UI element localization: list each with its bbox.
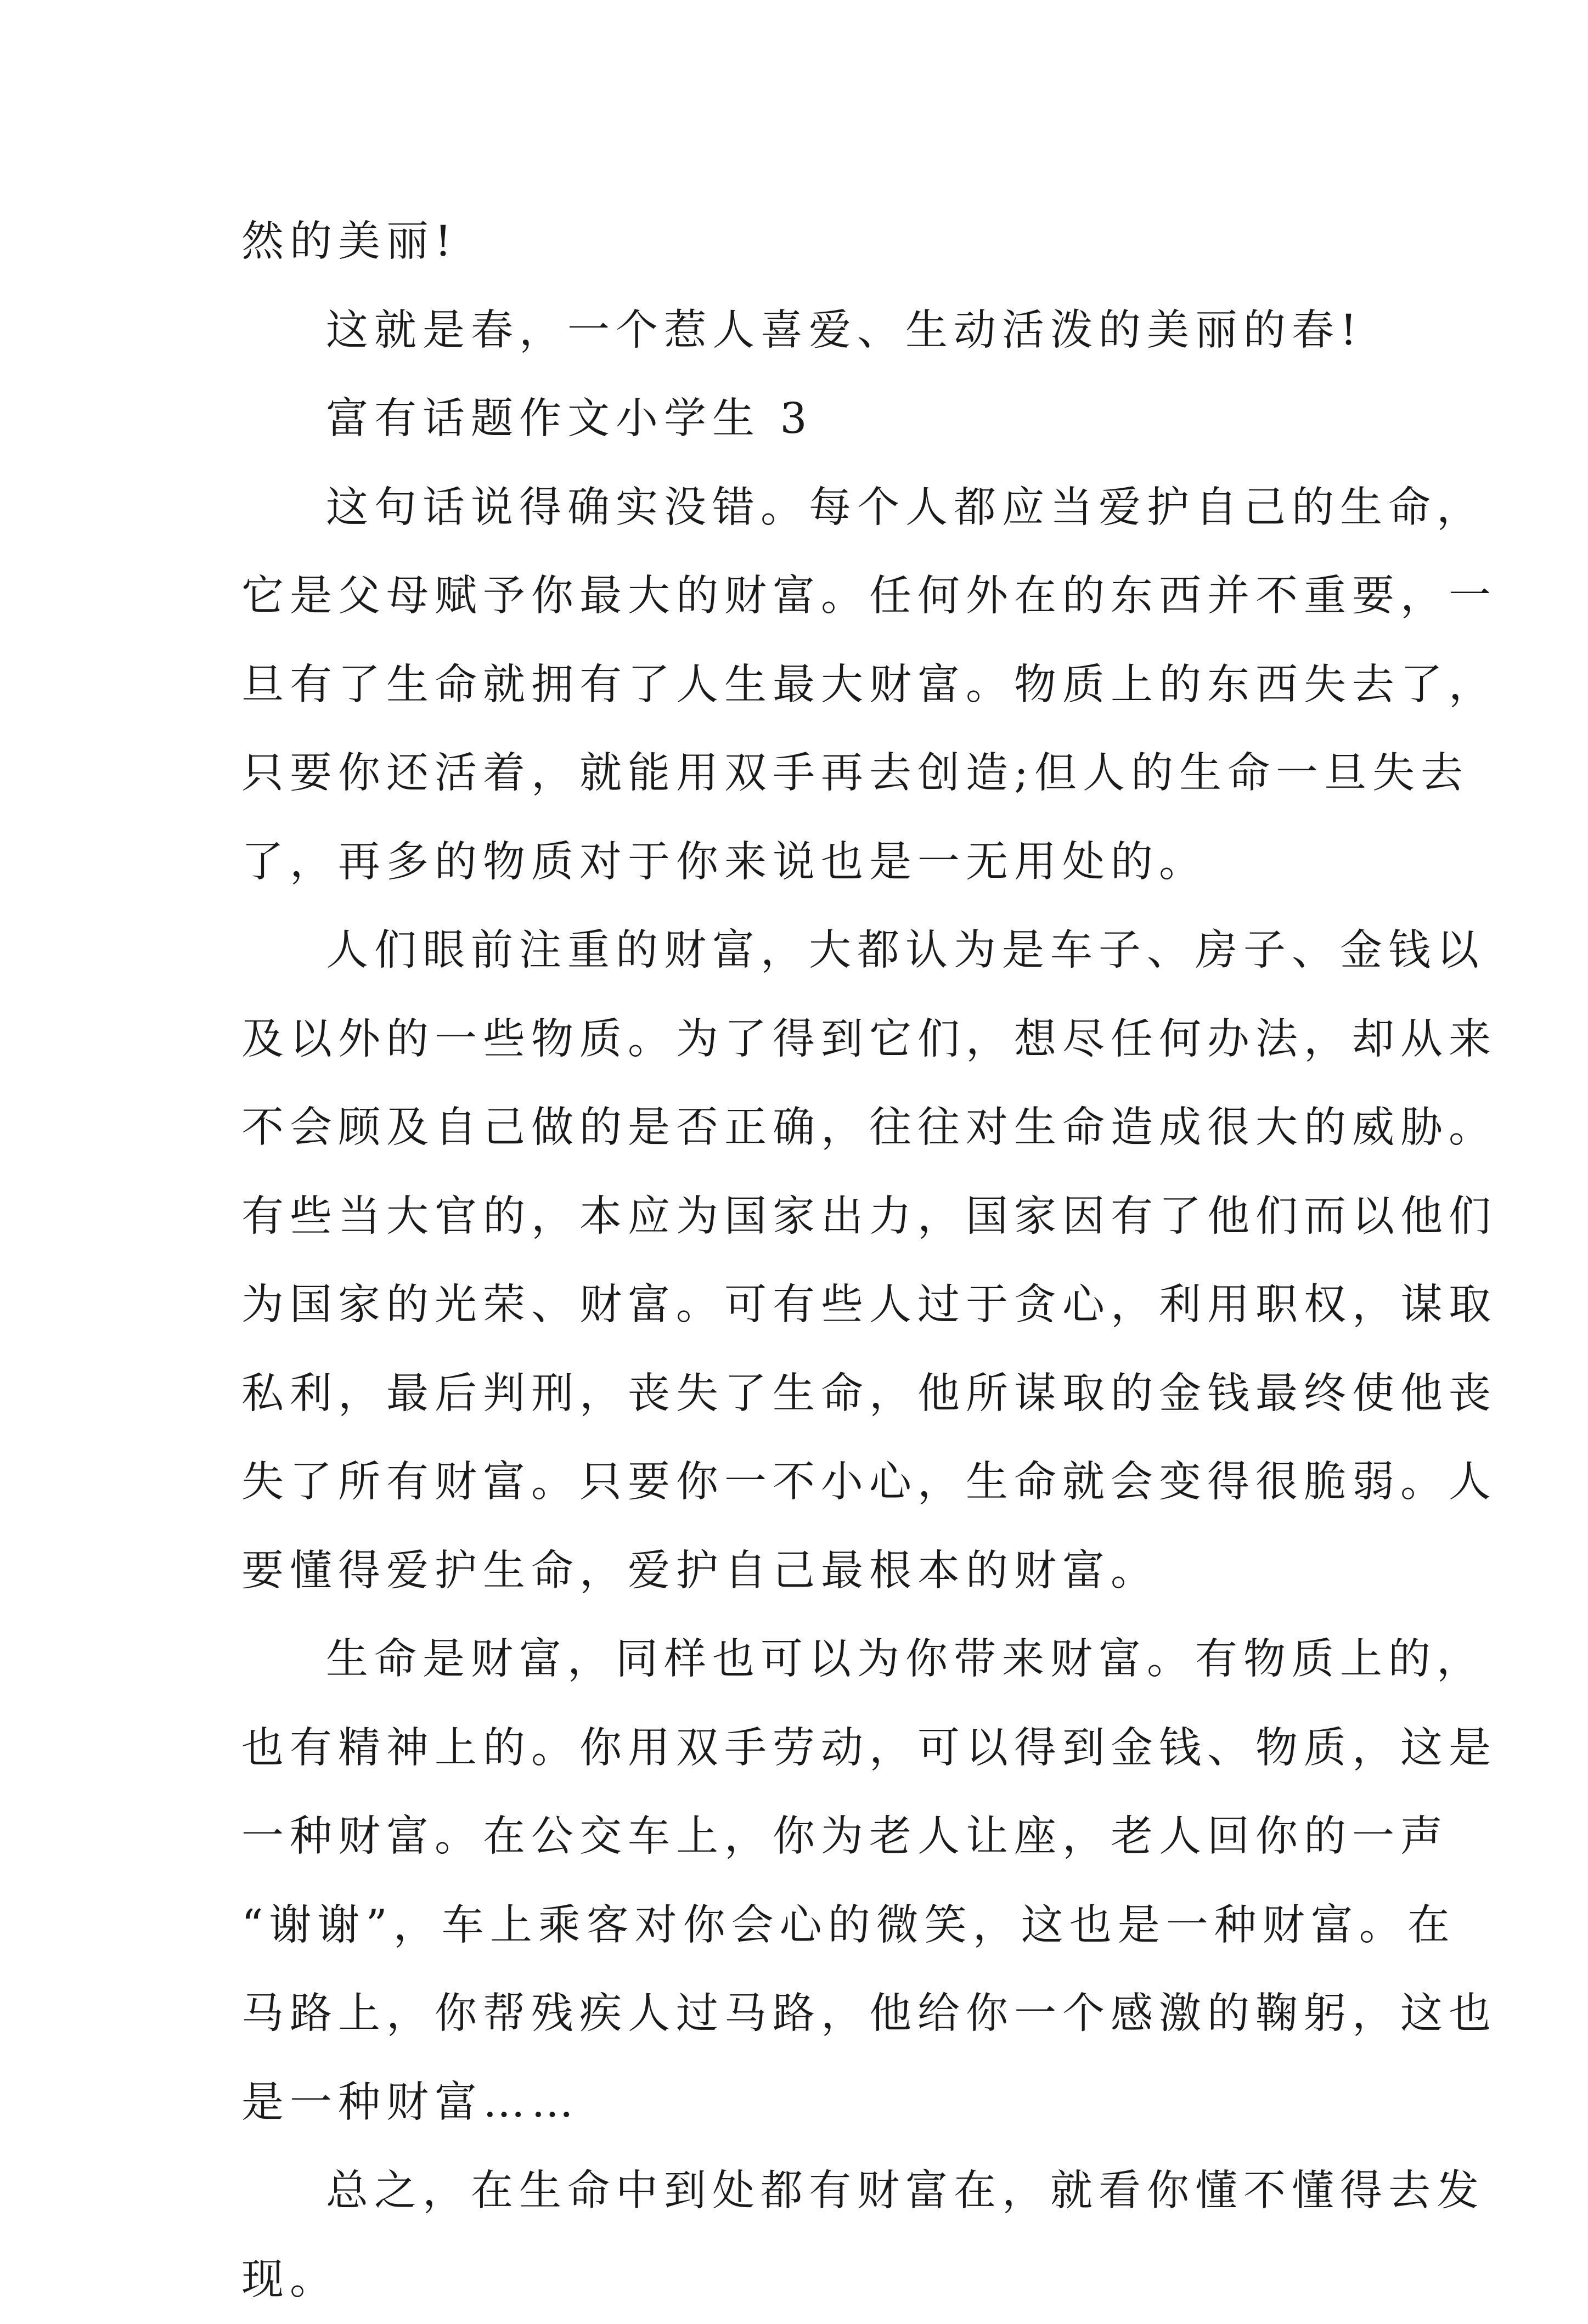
paragraph-material-wealth — [241, 906, 1372, 1615]
paragraph-spring-conclusion — [241, 286, 1372, 375]
text-line: 也有精神上的。你用双手劳动，可以得到金钱、物质，这是 — [241, 1704, 1372, 1793]
text-line: 人们眼前注重的财富，大都认为是车子、房子、金钱以 — [241, 906, 1372, 995]
text-line: 现。 — [241, 2236, 1372, 2324]
section-heading — [241, 375, 1372, 464]
text-line: 有些当大官的，本应为国家出力，国家因有了他们而以他们 — [241, 1172, 1372, 1261]
text-line: 是一种财富…… — [241, 2058, 1372, 2147]
text-line: 要懂得爱护生命，爱护自己最根本的财富。 — [241, 1527, 1372, 1616]
text-line: 一种财富。在公交车上，你为老人让座，老人回你的一声 — [241, 1792, 1372, 1881]
text-line: “谢谢”，车上乘客对你会心的微笑，这也是一种财富。在 — [241, 1881, 1372, 1970]
text-line: 然的美丽! — [241, 198, 1372, 286]
text-line: 它是父母赋予你最大的财富。任何外在的东西并不重要，一 — [241, 552, 1372, 641]
text-line: 不会顾及自己做的是否正确，往往对生命造成很大的威胁。 — [241, 1084, 1372, 1172]
text-line: 马路上，你帮残疾人过马路，他给你一个感激的鞠躬，这也 — [241, 1970, 1372, 2058]
text-line: 了，再多的物质对于你来说也是一无用处的。 — [241, 818, 1372, 907]
text-line: 失了所有财富。只要你一不小心，生命就会变得很脆弱。人 — [241, 1438, 1372, 1527]
text-line: 及以外的一些物质。为了得到它们，想尽任何办法，却从来 — [241, 995, 1372, 1084]
text-line: 为国家的光荣、财富。可有些人过于贪心，利用职权，谋取 — [241, 1261, 1372, 1350]
paragraph-conclusion — [241, 2147, 1372, 2324]
text-line: 只要你还活着，就能用双手再去创造;但人的生命一旦失去 — [241, 729, 1372, 818]
text-line: 富有话题作文小学生 3 — [241, 375, 1372, 464]
text-line: 总之，在生命中到处都有财富在，就看你懂不懂得去发 — [241, 2147, 1372, 2236]
text-line: 这就是春，一个惹人喜爱、生动活泼的美丽的春! — [241, 286, 1372, 375]
text-line: 私利，最后判刑，丧失了生命，他所谋取的金钱最终使他丧 — [241, 1350, 1372, 1439]
text-line: 这句话说得确实没错。每个人都应当爱护自己的生命， — [241, 464, 1372, 552]
paragraph-continuation — [241, 198, 1372, 286]
text-line: 生命是财富，同样也可以为你带来财富。有物质上的， — [241, 1615, 1372, 1704]
document-body — [241, 198, 1372, 2324]
text-line: 旦有了生命就拥有了人生最大财富。物质上的东西失去了， — [241, 641, 1372, 730]
paragraph-spiritual-wealth — [241, 1615, 1372, 2147]
paragraph-life-is-wealth — [241, 464, 1372, 907]
